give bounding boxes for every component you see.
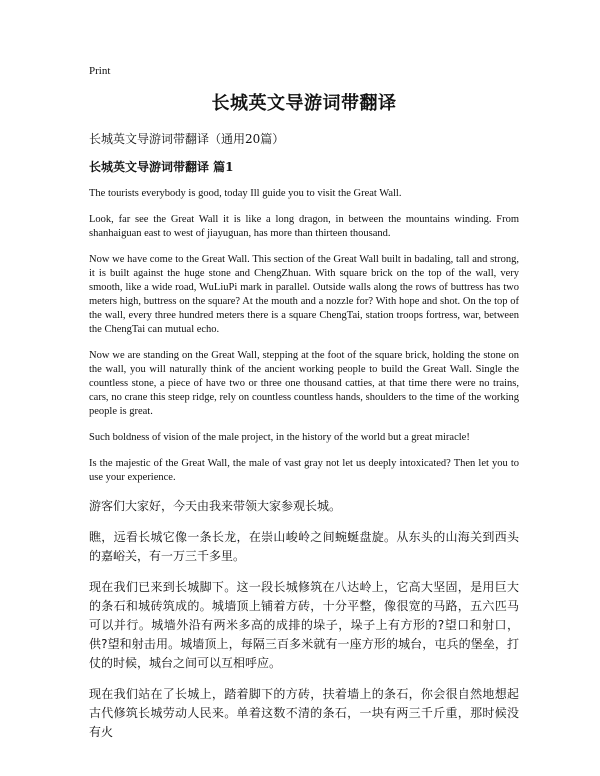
paragraph-en-5: Such boldness of vision of the male project, in the history of the world but a great miracle!	[89, 432, 470, 443]
paragraph-zh-2: 瞧，远看长城它像一条长龙，在崇山峻岭之间蜿蜒盘旋。从东头的山海关到西头的嘉峪关，有一万三千多里。	[89, 530, 519, 563]
paragraph-zh-1: 游客们大家好，今天由我来带领大家参观长城。	[89, 499, 342, 513]
document-page	[89, 64, 519, 754]
document-subtitle: 长城英文导游词带翻译（通用20篇）	[89, 132, 285, 146]
paragraph-zh-3: 现在我们已来到长城脚下。这一段长城修筑在八达岭上，它高大坚固，是用巨大的条石和城砖筑成的。城墙顶上铺着方砖，十分平整，像很宽的马路，五六匹马可以并行。城墙外沿有两米多高的成排的垛子，垛子上有方形的?望口和射口，供?望和射击用。城墙顶上，每隔三百多米就有一座方形的城台，屯兵的堡垒，打仗的时候，城台之间可以互相呼应。	[89, 580, 519, 670]
paragraph-en-4: Now we are standing on the Great Wall, stepping at the foot of the square brick, holding the stone on the wall, you will naturally think of the ancient working people to build the Great Wall. Single the countless stone, a piece of have two or three one thousand catties, at that time there were no trains, cars, no crane this steep ridge, rely on countless countless hands, shoulders to the time of the working people is great.	[89, 350, 519, 417]
section-heading: 长城英文导游词带翻译 篇1	[89, 160, 234, 174]
paragraph-en-1: The tourists everybody is good, today Ill guide you to visit the Great Wall.	[89, 188, 402, 199]
document-title: 长城英文导游词带翻译	[211, 93, 397, 114]
paragraph-en-6: Is the majestic of the Great Wall, the male of vast gray not let us deeply intoxicated? Then let you to use your experience.	[89, 458, 519, 483]
print-link[interactable]: Print	[89, 65, 111, 77]
paragraph-zh-4: 现在我们站在了长城上，踏着脚下的方砖，扶着墙上的条石，你会很自然地想起古代修筑长城劳动人民来。单着这数不清的条石，一块有两三千斤重，那时候没有火	[89, 687, 519, 739]
paragraph-en-2: Look, far see the Great Wall it is like a long dragon, in between the mountains winding. From shanhaiguan east to west of jiayuguan, has more than thirteen thousand.	[89, 214, 519, 239]
paragraph-en-3: Now we have come to the Great Wall. This section of the Great Wall built in badaling, tall and strong, it is built against the huge stone and ChengZhuan. With square brick on the top of the wall, very smooth, like a wide road, WuLiuPi mark in parallel. Outside walls along the rows of buttress has two meters high, buttress on the square? At the mouth and a nozzle for? With hope and shot. On the top of the wall, every three hundred meters there is a square ChengTai, station troops fortress, war, between the ChengTai can mutual echo.	[89, 254, 519, 335]
